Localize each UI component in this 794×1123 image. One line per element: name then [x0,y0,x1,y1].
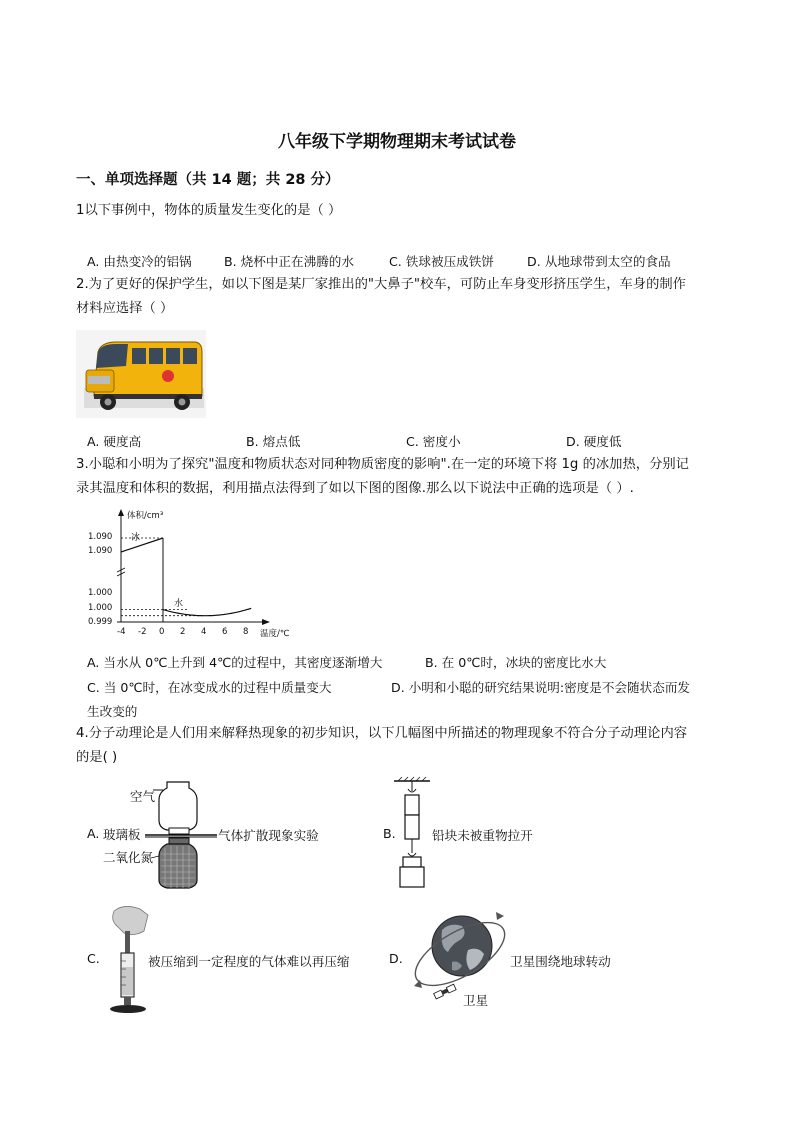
question-4-stem-line2: 的是( ) [76,750,118,765]
water-series-curve [163,608,251,615]
question-2-stem-line1: 2.为了更好的保护学生，如以下图是某厂家推出的"大鼻子"校车，可防止车身变形挤压学生，车身的制作 [76,277,686,292]
ice-series-line [121,538,163,552]
label-air: 空气 [130,789,156,804]
question-3-stem-line2: 录其温度和体积的数据，利用描点法得到了如以下图的图像.那么以下说法中正确的选项是（ ）. [76,481,634,496]
q2-option-c: C. 密度小 [406,434,461,449]
q1-option-c: C. 铁球被压成铁饼 [389,254,494,269]
school-bus-image [76,330,206,418]
label-no2: 二氧化氮 [103,850,154,865]
q1-option-d: D. 从地球带到太空的食品 [527,254,671,269]
y-tick-label: 1.000 [88,603,113,613]
q2-option-a: A. 硬度高 [87,434,142,449]
x-axis-label: 温度/℃ [260,629,290,639]
x-axis-arrow [262,619,270,625]
volume-temperature-chart [84,506,298,640]
x-tick-label: -2 [138,627,147,637]
section-heading: 一、单项选择题（共 14 题；共 28 分） [76,172,340,188]
y-tick-label: 1.090 [88,532,113,542]
q3-option-b: B. 在 0℃时，冰块的密度比水大 [425,655,607,670]
y-tick-label: 1.090 [88,546,113,556]
y-axis-arrow [118,509,124,516]
label-satellite: 卫星 [463,993,489,1008]
x-tick-label: 6 [222,627,228,637]
q3-option-d-continued: 生改变的 [87,704,138,719]
q1-option-b: B. 烧杯中正在沸腾的水 [224,254,354,269]
question-1-stem: 1以下事例中，物体的质量发生变化的是（ ） [76,203,342,218]
q2-option-d: D. 硬度低 [566,434,622,449]
q4-option-d-letter: D. [389,951,403,966]
label-glass-plate: 玻璃板 [103,827,141,842]
q3-option-a: A. 当水从 0℃上升到 4℃的过程中，其密度逐渐增大 [87,655,383,670]
x-tick-label: 4 [201,627,207,637]
q4-option-c-letter: C. [87,951,100,966]
water-annotation: 水 [174,599,184,609]
q4-option-b-caption: 铅块未被重物拉开 [432,828,533,843]
q4-option-a-letter: A. [87,826,100,841]
page-title: 八年级下学期物理期末考试试卷 [278,132,516,152]
q2-option-b: B. 熔点低 [246,434,301,449]
q4-option-c-caption: 被压缩到一定程度的气体难以再压缩 [148,954,350,969]
lead-blocks-image [392,775,432,890]
x-tick-label: 2 [180,627,186,637]
y-tick-label: 1.000 [88,588,113,598]
question-3-stem-line1: 3.小聪和小明为了探究"温度和物质状态对同种物质密度的影响".在一定的环境下将 1g 的冰加热，分别记 [76,457,689,472]
x-tick-label: -4 [117,627,126,637]
diffusion-jars-image [145,778,223,890]
x-tick-label: 8 [243,627,249,637]
x-tick-label: 0 [159,627,165,637]
q1-option-a: A. 由热变冷的铝锅 [87,254,192,269]
syringe-image [104,905,152,1015]
question-2-stem-line2: 材料应选择（ ） [76,301,174,316]
y-axis-label: 体积/cm³ [127,511,164,521]
q4-option-d-caption: 卫星围绕地球转动 [510,954,611,969]
q4-option-a-caption: 气体扩散现象实验 [218,828,319,843]
question-4-stem-line1: 4.分子动理论是人们用来解释热现象的初步知识，以下几幅图中所描述的物理现象不符合分子动理论内容 [76,726,688,741]
q4-option-b-letter: B. [383,826,396,841]
earth-satellite-image [404,900,516,1014]
y-tick-label: 0.999 [88,617,113,627]
q3-option-d: D. 小明和小聪的研究结果说明:密度是不会随状态而发 [391,680,691,695]
ice-annotation: 冰 [131,533,141,543]
q3-option-c: C. 当 0℃时，在冰变成水的过程中质量变大 [87,680,332,695]
